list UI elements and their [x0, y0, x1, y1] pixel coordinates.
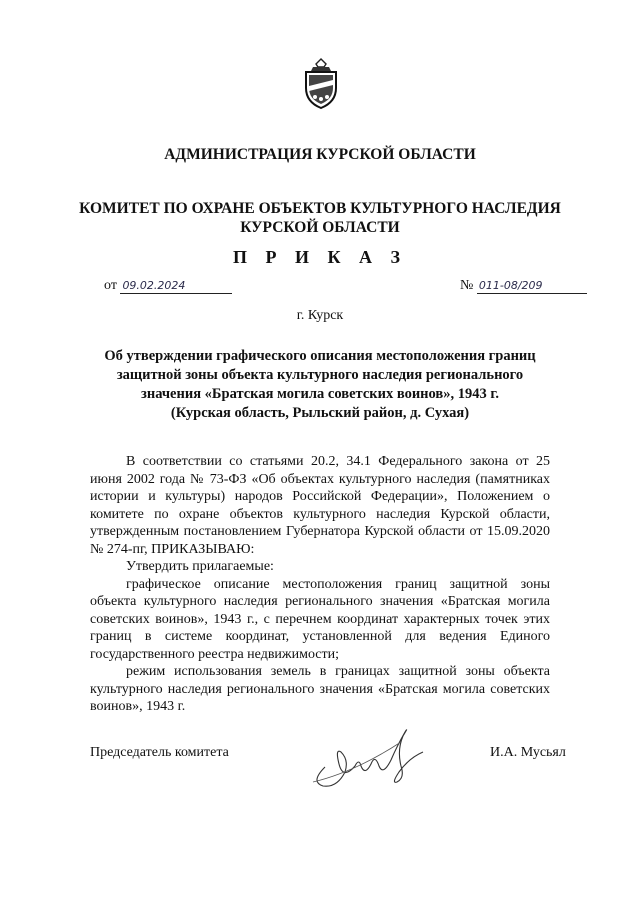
- order-date: [104, 278, 232, 294]
- body-paragraph-legal-basis: В соответствии со статьями 20.2, 34.1 Федерального закона от 25 июня 2002 года № 73-ФЗ «Об объектах культурного наследия (памятниках истории и культуры) народов Российской Федерации», Положением о комитете по охране объектов культурного наследия Курской области, утвержденным постановлением Губернатора Курской области от 15.09.2020 № 274-пг, ПРИКАЗЫВАЮ:: [90, 454, 550, 557]
- order-title-line2: защитной зоны объекта культурного наследия регионального: [116, 367, 524, 383]
- signatory-name: И.А. Мусьял: [490, 745, 566, 760]
- committee-heading-line2: КУРСКОЙ ОБЛАСТИ: [240, 219, 400, 236]
- order-title-line3: значения «Братская могила советских воинов», 1943 г.: [141, 386, 499, 402]
- order-date-label: от: [104, 278, 117, 293]
- body-paragraph-land-use-regime: режим использования земель в границах защитной зоны объекта культурного наследия регионального значения «Братская могила советских воинов», 1943 г.: [90, 664, 550, 714]
- signatory-position: Председатель комитета: [90, 745, 229, 760]
- body-paragraph-graphic-description: графическое описание местоположения границ защитной зоны объекта культурного наследия регионального значения «Братская могила советских воинов», 1943 г., с перечнем координат характерных точек этих границ в системе координат, установленной для ведения Единого государственного реестра недвижимости;: [90, 576, 550, 662]
- body-paragraph-approve: Утвердить прилагаемые:: [126, 559, 274, 574]
- order-number-label: №: [460, 278, 474, 293]
- order-title-line1: Об утверждении графического описания местоположения границ: [104, 348, 536, 364]
- order-city: г. Курск: [296, 308, 344, 323]
- committee-heading-line1: КОМИТЕТ ПО ОХРАНЕ ОБЪЕКТОВ КУЛЬТУРНОГО НАСЛЕДИЯ: [79, 200, 561, 217]
- order-title: [90, 347, 550, 423]
- order-title-line4: (Курская область, Рыльский район, д. Сухая): [170, 405, 470, 421]
- coat-of-arms-icon: [300, 58, 342, 110]
- order-number: [460, 278, 587, 294]
- order-body: [90, 453, 550, 716]
- order-date-value: 09.02.2024: [120, 279, 232, 294]
- committee-heading: [0, 199, 640, 237]
- handwritten-signature-icon: [305, 722, 435, 792]
- order-heading: П Р И К А З: [232, 247, 408, 267]
- administration-heading: АДМИНИСТРАЦИЯ КУРСКОЙ ОБЛАСТИ: [164, 146, 476, 163]
- order-number-value: 011-08/209: [477, 279, 587, 294]
